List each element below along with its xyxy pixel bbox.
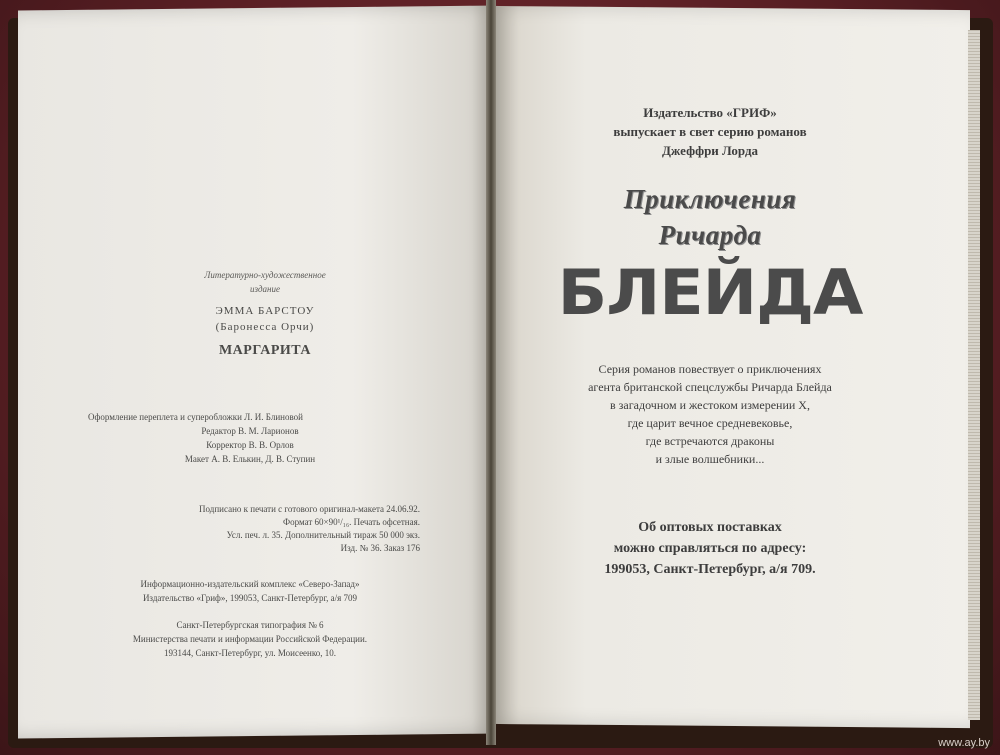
print-info-block xyxy=(80,503,420,555)
book-title: МАРГАРИТА xyxy=(218,343,312,358)
description-line: Серия романов повествует о приключениях xyxy=(598,362,822,376)
wholesale-contact xyxy=(560,517,860,580)
publisher-announcement xyxy=(560,103,860,160)
author-name: ЭММА БАРСТОУ xyxy=(215,305,315,317)
description-line: и злые волшебники... xyxy=(655,452,765,466)
description-line: в загадочном и жестоком измерении X, xyxy=(610,398,810,412)
wholesale-line: можно справляться по адресу: xyxy=(613,541,807,556)
announce-line: Джеффри Лорда xyxy=(661,143,759,158)
credit-line: Макет А. В. Елькин, Д. В. Ступин xyxy=(184,454,316,464)
wholesale-line: 199053, Санкт-Петербург, а/я 709. xyxy=(604,562,816,577)
description-line: где встречаются драконы xyxy=(645,434,775,448)
author-pseudonym: (Баронесса Орчи) xyxy=(215,321,315,333)
print-info-line: Изд. № 36. Заказ 176 xyxy=(340,543,420,553)
description-line: где царит вечное средневековье, xyxy=(627,416,793,430)
book-spine-gutter xyxy=(486,0,496,745)
announce-line: выпускает в свет серию романов xyxy=(613,124,807,139)
page-edges xyxy=(968,30,980,720)
print-info-line: Подписано к печати с готового оригинал-макета 24.06.92. xyxy=(199,504,420,514)
printing-house-line: 193144, Санкт-Петербург, ул. Моисеенко, 10. xyxy=(163,648,337,658)
description-line: агента британской спецслужбы Ричарда Блейда xyxy=(588,380,832,394)
printing-house-line: Санкт-Петербургская типография № 6 xyxy=(176,620,324,630)
credit-line: Корректор В. В. Орлов xyxy=(206,440,294,450)
site-watermark: www.ay.by xyxy=(938,737,990,749)
series-title-line-3: БЛЕЙДА xyxy=(557,256,863,329)
author-block xyxy=(150,303,380,335)
publisher-info-block xyxy=(80,577,420,605)
announce-line: Издательство «ГРИФ» xyxy=(643,105,777,120)
credit-line: Оформление переплета и суперобложки Л. И. Блиновой xyxy=(88,412,303,422)
publisher-line: Издательство «Гриф», 199053, Санкт-Петербург, а/я 709 xyxy=(142,593,358,603)
edition-type xyxy=(150,268,380,296)
edition-line: издание xyxy=(250,284,280,294)
edition-line: Литературно-художественное xyxy=(204,270,326,280)
wholesale-line: Об оптовых поставках xyxy=(638,520,782,535)
series-title-line-2: Ричарда xyxy=(658,220,762,250)
series-description xyxy=(560,360,860,468)
publisher-line: Информационно-издательский комплекс «Северо-Запад» xyxy=(140,579,360,589)
printing-house-block xyxy=(80,618,420,660)
credits-block xyxy=(80,410,420,466)
credit-line: Редактор В. М. Ларионов xyxy=(201,426,299,436)
print-info-line: Формат 60×90¹/₁₆. Печать офсетная. xyxy=(282,517,420,527)
print-info-line: Усл. печ. л. 35. Дополнительный тираж 50 000 экз. xyxy=(226,530,420,540)
series-title-line-1: Приключения xyxy=(623,184,797,214)
printing-house-line: Министерства печати и информации Российской Федерации. xyxy=(132,634,368,644)
